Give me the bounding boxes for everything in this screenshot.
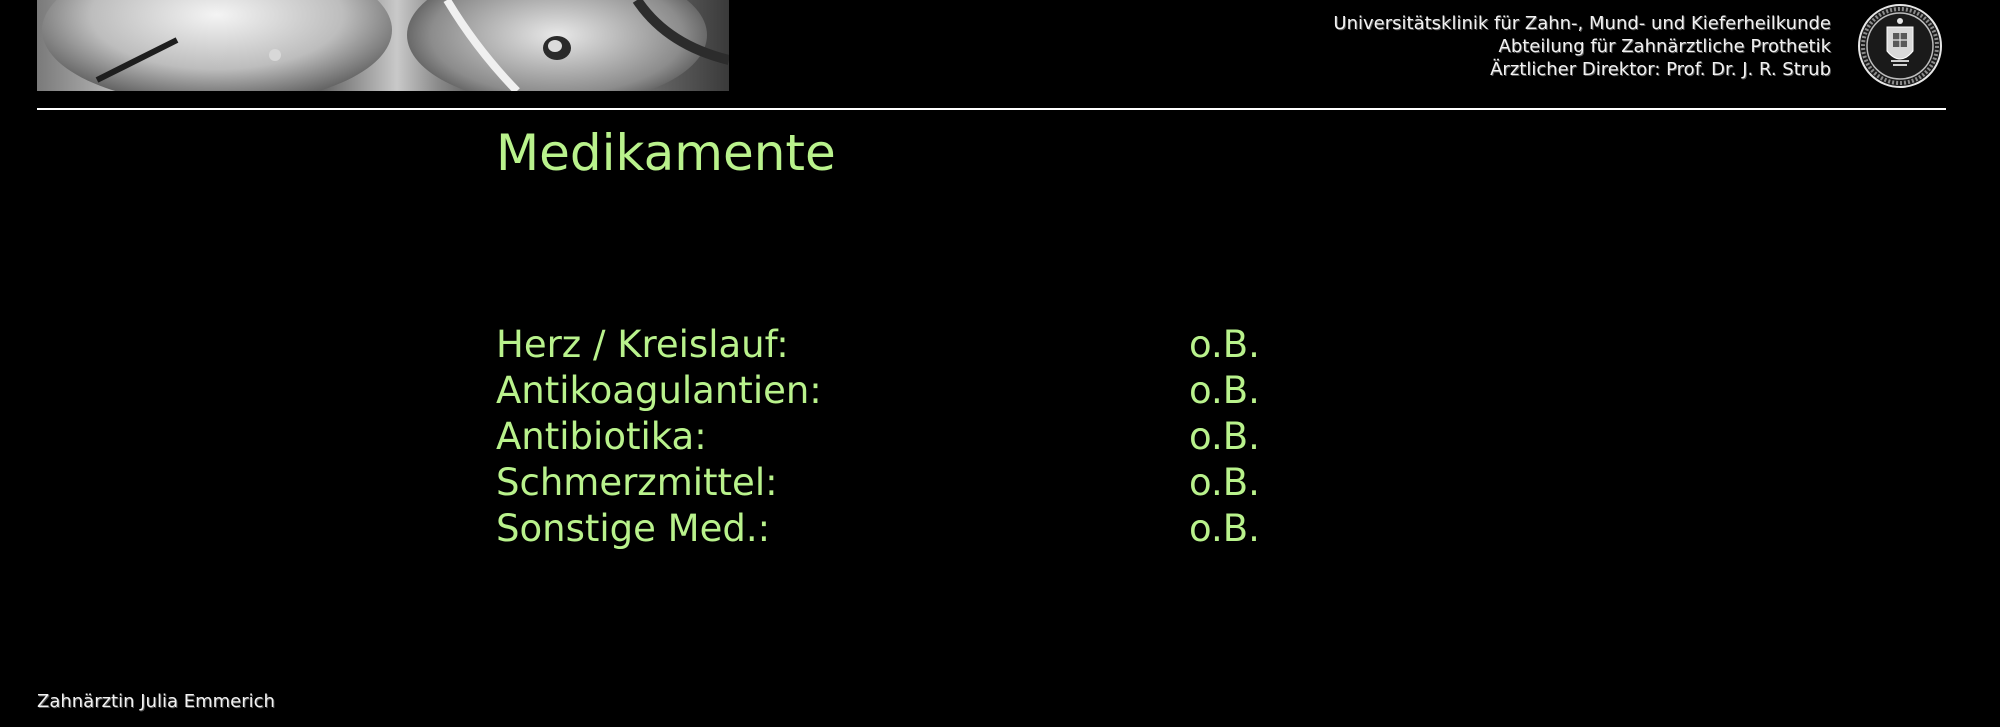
slide-title: Medikamente — [496, 124, 836, 182]
medication-label: Antikoagulantien: — [496, 369, 822, 412]
medication-row-sonstige — [496, 506, 1396, 552]
medication-value: o.B. — [1189, 507, 1260, 550]
medication-row-antibiotika — [496, 414, 1396, 460]
medication-value: o.B. — [1189, 369, 1260, 412]
medication-value: o.B. — [1189, 323, 1260, 366]
clinic-header — [1333, 12, 1831, 81]
medication-label: Herz / Kreislauf: — [496, 323, 789, 366]
clinic-line-director: Ärztlicher Direktor: Prof. Dr. J. R. Strub — [1490, 59, 1831, 80]
clinic-line-university: Universitätsklinik für Zahn-, Mund- und Kieferheilkunde — [1333, 13, 1831, 34]
medication-value: o.B. — [1189, 461, 1260, 504]
clinic-line-department: Abteilung für Zahnärztliche Prothetik — [1498, 36, 1831, 57]
medication-row-antikoagulantien — [496, 368, 1396, 414]
medication-row-herz-kreislauf — [496, 322, 1396, 368]
medication-row-schmerzmittel — [496, 460, 1396, 506]
medication-label: Antibiotika: — [496, 415, 707, 458]
header-banner-image — [37, 0, 729, 91]
medication-label: Sonstige Med.: — [496, 507, 771, 550]
header-divider — [37, 108, 1946, 110]
university-seal-icon — [1857, 3, 1943, 89]
footer-author: Zahnärztin Julia Emmerich — [37, 691, 275, 712]
medication-label: Schmerzmittel: — [496, 461, 778, 504]
medication-value: o.B. — [1189, 415, 1260, 458]
medication-list — [496, 322, 1396, 552]
